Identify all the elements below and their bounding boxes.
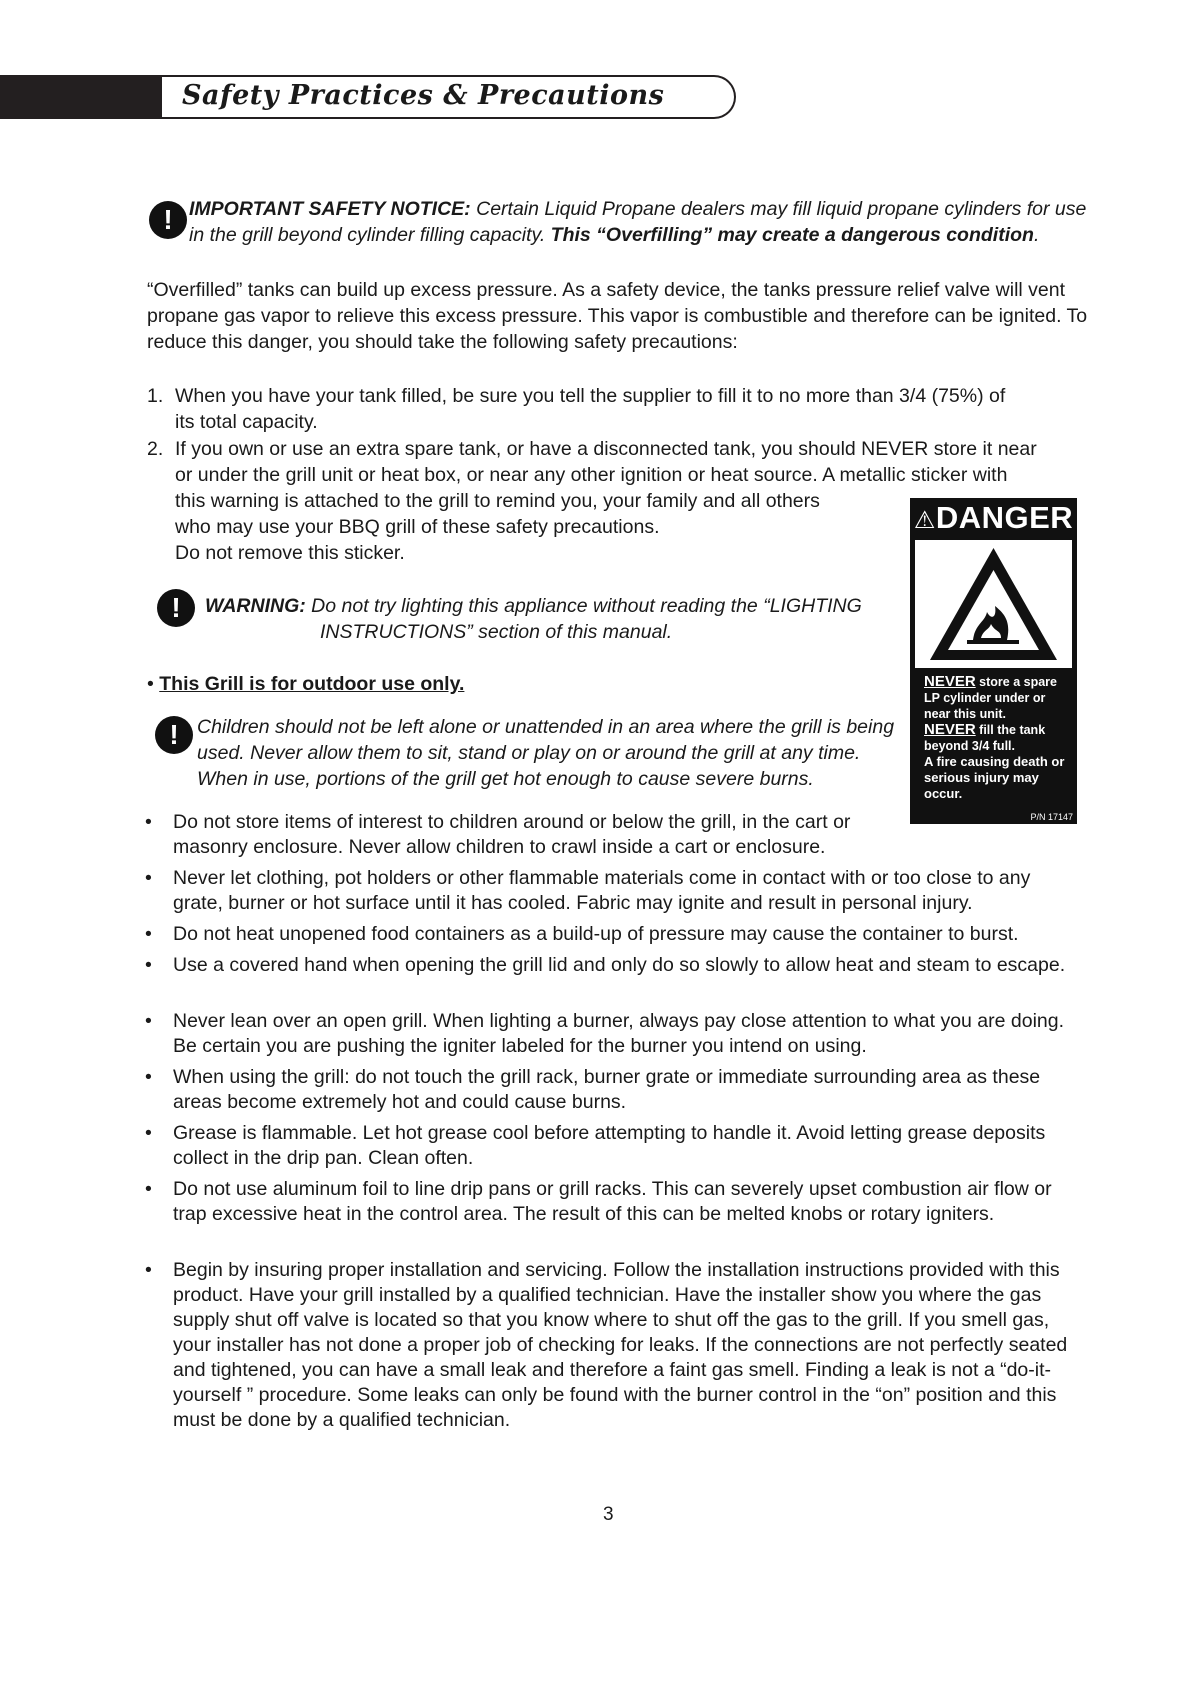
children-line: used. Never allow them to sit, stand or play on or around the grill at any time. [197, 742, 861, 764]
bullet-text: Begin by insuring proper installation and servicing. Follow the installation instructions provided with this product. Have your grill installed by a qualified technician. Have the installer show you where the gas supply shut off valve is located so that you know where to shut off the gas to the grill. If you smell gas, your installer has not done a proper job of checking for leaks. If the connections are not perfectly seated and tightened, you can have a small leak and therefore a faint gas smell. Finding a leak is not a “do-it-yourself ” procedure. Some leaks can only be found with the burner control in the “on” position and this must be done by a qualified technician. [173, 1259, 1068, 1431]
notice-emphasis: This “Overfilling” may create a dangerous condition [550, 224, 1034, 246]
bullet-item [145, 866, 1085, 916]
item-line: When you have your tank filled, be sure you tell the supplier to fill it to no more than 3/4 (75%) of [175, 385, 1006, 407]
item-line: this warning is attached to the grill to remind you, your family and all others [175, 490, 820, 512]
danger-sticker [910, 498, 1077, 824]
bullet-glyph: • [145, 1010, 152, 1032]
intro-paragraph: “Overfilled” tanks can build up excess pressure. As a safety device, the tanks pressure relief valve will vent propane gas vapor to relieve this excess pressure. This vapor is combustible and therefore can be ignited. To reduce this danger, you should take the following safety precautions: [147, 279, 1088, 353]
safety-notice [189, 196, 1099, 248]
sticker-graphic-panel [915, 540, 1072, 668]
bullet-glyph: • [145, 1066, 152, 1088]
exclamation-icon: ! [155, 716, 193, 754]
children-line: Children should not be left alone or unattended in an area where the grill is being [197, 716, 895, 738]
bullet-text: Do not store items of interest to children around or below the grill, in the cart or masonry enclosure. Never allow children to crawl inside a cart or enclosure. [173, 811, 851, 858]
bullet-glyph: • [145, 1122, 152, 1144]
item-line: Do not remove this sticker. [175, 542, 405, 564]
bullet-item [145, 810, 900, 860]
bullet-item [145, 953, 1085, 978]
notice-label: IMPORTANT SAFETY NOTICE: [189, 198, 471, 220]
sticker-part-number: P/N 17147 [1030, 812, 1073, 822]
bullet-item [145, 1121, 1085, 1171]
bullet-glyph: • [145, 923, 152, 945]
bullet-item [145, 1065, 1085, 1115]
bullet-text: Use a covered hand when opening the grill lid and only do so slowly to allow heat and steam to escape. [173, 954, 1066, 976]
bullet-glyph: • [145, 867, 152, 889]
page-number: 3 [603, 1504, 614, 1525]
bullet-item [145, 1177, 1085, 1227]
item-line: who may use your BBQ grill of these safety precautions. [175, 516, 660, 538]
sticker-line: fill the tank beyond 3/4 full. [924, 723, 1046, 753]
sticker-line: store a spare LP cylinder under or near this unit. [924, 675, 1057, 721]
children-notice [197, 714, 897, 792]
danger-heading: ⚠DANGER [913, 500, 1074, 535]
exclamation-icon: ! [157, 589, 195, 627]
notice-end: . [1033, 224, 1040, 246]
bullet-text: When using the grill: do not touch the grill rack, burner grate or immediate surrounding area as these areas become extremely hot and could cause burns. [173, 1066, 1041, 1113]
notice-text: Certain Liquid Propane dealers may fill liquid propane cylinders for use in the grill beyond cylinder filling capacity. [189, 198, 1087, 246]
warning-triangle-icon: ⚠ [913, 507, 936, 534]
warning-label: WARNING: [205, 595, 306, 617]
item-number: 2. [147, 438, 164, 460]
outdoor-notice [147, 671, 464, 697]
sticker-never: NEVER [924, 721, 976, 738]
warning-notice [205, 593, 905, 619]
bullet-item [145, 1009, 1085, 1059]
fire-warning-icon [915, 540, 1072, 668]
bullet-text: Grease is flammable. Let hot grease cool before attempting to handle it. Avoid letting grease deposits collect in the drip pan. Clean often. [173, 1122, 1046, 1169]
sticker-line: A fire causing death or serious injury may occur. [924, 754, 1065, 801]
bullet-text: Never lean over an open grill. When lighting a burner, always pay close attention to what you are doing. Be certain you are pushing the igniter labeled for the burner you intend on using. [173, 1010, 1065, 1057]
bullet-glyph: • [145, 954, 152, 976]
bullet-glyph: • [147, 673, 154, 695]
item-line: or under the grill unit or heat box, or near any other ignition or heat source. A metallic sticker with [175, 464, 1008, 486]
bullet-item [145, 922, 1085, 947]
outdoor-text: This Grill is for outdoor use only. [159, 673, 465, 695]
bullet-text: Do not heat unopened food containers as a build-up of pressure may cause the container to burst. [173, 923, 1019, 945]
bullet-glyph: • [145, 1178, 152, 1200]
sticker-never: NEVER [924, 673, 976, 690]
warning-line: Do not try lighting this appliance without reading the “LIGHTING [311, 595, 862, 617]
header-bar [0, 75, 170, 119]
children-line: When in use, portions of the grill get hot enough to cause severe burns. [197, 768, 814, 790]
sticker-text [924, 674, 1074, 802]
page-title: Safety Practices & Precautions [182, 80, 665, 111]
bullet-glyph: • [145, 1259, 152, 1281]
item-number: 1. [147, 385, 164, 407]
bullet-item [145, 1258, 1085, 1433]
item-line: If you own or use an extra spare tank, or have a disconnected tank, you should NEVER store it near [175, 438, 1037, 460]
exclamation-icon: ! [149, 201, 187, 239]
bullet-text: Do not use aluminum foil to line drip pans or grill racks. This can severely upset combustion air flow or trap excessive heat in the control area. The result of this can be melted knobs or rotary igniters. [173, 1178, 1052, 1225]
bullet-glyph: • [145, 811, 152, 833]
item-line: its total capacity. [175, 411, 318, 433]
warning-line-2: INSTRUCTIONS” section of this manual. [320, 621, 673, 643]
bullet-text: Never let clothing, pot holders or other flammable materials come in contact with or too close to any grate, burner or hot surface until it has cooled. Fabric may ignite and result in personal injury. [173, 867, 1031, 914]
